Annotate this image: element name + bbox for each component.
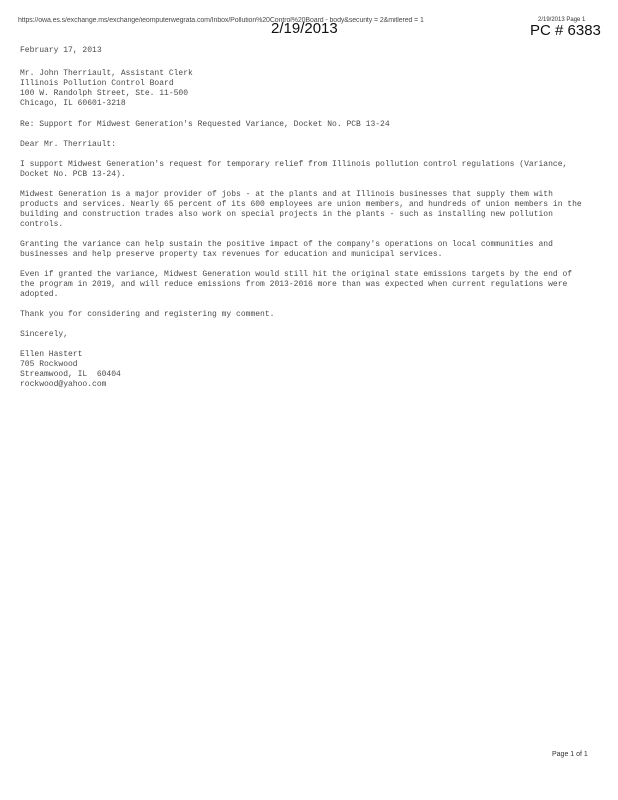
signer-city: Streamwood, IL 60404: [20, 370, 121, 379]
body-paragraph: Midwest Generation is a major provider of jobs - at the plants and at Illinois businesses that supply them with products and services. Nearly 65 percent of its 600 employees are union members, and hundreds of union members in the building and construction trades also work on special projects in the plants - such as installing new pollution controls.: [20, 190, 587, 229]
address-line: Chicago, IL 60601-3218: [20, 99, 126, 108]
body-paragraph: I support Midwest Generation's request for temporary relief from Illinois pollution control regulations (Variance, Docket No. PCB 13-24).: [20, 160, 573, 179]
header-url: https://owa.es.s/exchange.ms/exchange/ieomputerwegrata.com/Inbox/Pollution%20Control%20Board - body&security = 2&mitlered = 1: [18, 17, 424, 24]
address-line: 100 W. Randolph Street, Ste. 11-500: [20, 89, 189, 98]
signer-email: rockwood@yahoo.com: [20, 380, 107, 389]
body-paragraph: Granting the variance can help sustain the positive impact of the company's operations on local communities and businesses and help preserve property tax revenues for education and municipal services.: [20, 240, 558, 259]
signer-street: 705 Rockwood: [20, 360, 78, 369]
body-paragraph: Even if granted the variance, Midwest Generation would still hit the original state emissions targets by the end of the program in 2019, and will reduce emissions from 2013-2016 more than was expected when current regulations were adopted.: [20, 270, 577, 299]
small-page-stamp: 2/19/2013 Page 1: [538, 17, 586, 23]
recipient-address: [20, 69, 590, 109]
letter-date: February 17, 2013: [20, 46, 102, 55]
closing-thanks: Thank you for considering and registering my comment.: [20, 310, 275, 319]
public-comment-number: PC # 6383: [530, 22, 601, 39]
address-line: Illinois Pollution Control Board: [20, 79, 174, 88]
letter-body: [20, 46, 590, 390]
subject-line: Re: Support for Midwest Generation's Requested Variance, Docket No. PCB 13-24: [20, 120, 390, 129]
salutation: Dear Mr. Therriault:: [20, 140, 117, 149]
valediction: Sincerely,: [20, 330, 69, 339]
address-line: Mr. John Therriault, Assistant Clerk: [20, 69, 193, 78]
page-number: Page 1 of 1: [552, 751, 588, 758]
signer-name: Ellen Hastert: [20, 350, 83, 359]
signature-block: [20, 350, 590, 390]
received-date-stamp: 2/19/2013: [271, 20, 338, 37]
